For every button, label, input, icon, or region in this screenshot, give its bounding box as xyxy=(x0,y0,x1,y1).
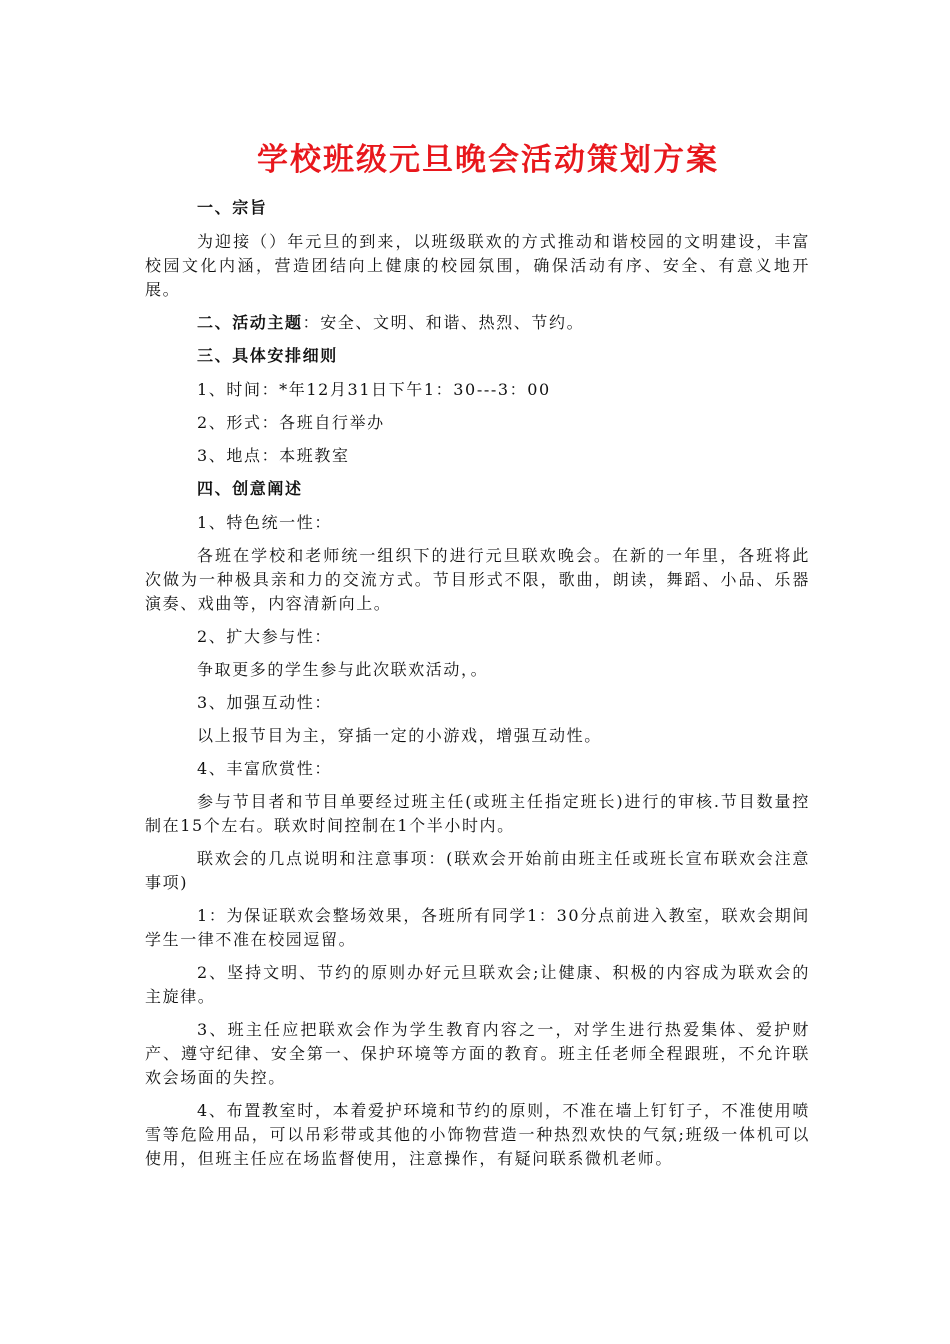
theme-label: 二、活动主题 xyxy=(197,313,303,332)
paragraph-note-1: 1：为保证联欢会整场效果，各班所有同学1：30分点前进入教室，联欢会期间学生一律不准在校园逗留。 xyxy=(145,906,810,949)
section-heading-creative: 四、创意阐述 xyxy=(197,479,303,498)
paragraph-creative-3-title: 3、加强互动性： xyxy=(197,693,332,712)
section-heading-purpose: 一、宗旨 xyxy=(197,198,268,217)
document-title: 学校班级元旦晚会活动策划方案 xyxy=(257,142,719,178)
theme-text: ：安全、文明、和谐、热烈、节约。 xyxy=(302,313,585,332)
paragraph-note-2: 2、坚持文明、节约的原则办好元旦联欢会;让健康、积极的内容成为联欢会的主旋律。 xyxy=(145,963,810,1006)
paragraph-note-4: 4、布置教室时，本着爱护环境和节约的原则，不准在墙上钉钉子，不准使用喷雪等危险用品，可以吊彩带或其他的小饰物营造一种热烈欢快的气氛;班级一体机可以使用，但班主任应在场监督使用，注意操作，有疑问联系微机老师。 xyxy=(145,1101,810,1168)
paragraph-notes-intro: 联欢会的几点说明和注意事项：(联欢会开始前由班主任或班长宣布联欢会注意事项) xyxy=(145,849,810,892)
paragraph-creative-2-body: 争取更多的学生参与此次联欢活动，。 xyxy=(197,660,489,679)
paragraph-location: 3、地点：本班教室 xyxy=(197,446,350,465)
paragraph-format: 2、形式：各班自行举办 xyxy=(197,413,385,432)
paragraph-creative-4-body: 参与节目者和节目单要经过班主任(或班主任指定班长)进行的审核.节目数量控制在15个左右。联欢时间控制在1个半小时内。 xyxy=(145,792,810,835)
paragraph-creative-1-body: 各班在学校和老师统一组织下的进行元旦联欢晚会。在新的一年里，各班将此次做为一种极具亲和力的交流方式。节目形式不限，歌曲，朗读，舞蹈、小品、乐器演奏、戏曲等，内容清新向上。 xyxy=(145,546,810,613)
paragraph-purpose: 为迎接（）年元旦的到来，以班级联欢的方式推动和谐校园的文明建设，丰富校园文化内涵，营造团结向上健康的校园氛围，确保活动有序、安全、有意义地开展。 xyxy=(145,232,810,299)
paragraph-creative-3-body: 以上报节目为主，穿插一定的小游戏，增强互动性。 xyxy=(197,726,602,745)
paragraph-time: 1、时间：*年12月31日下午1：30---3：00 xyxy=(197,380,551,399)
paragraph-note-3: 3、班主任应把联欢会作为学生教育内容之一，对学生进行热爱集体、爱护财产、遵守纪律、安全第一、保护环境等方面的教育。班主任老师全程跟班，不允许联欢会场面的失控。 xyxy=(145,1020,810,1087)
paragraph-creative-4-title: 4、丰富欣赏性： xyxy=(197,759,332,778)
paragraph-creative-1-title: 1、特色统一性： xyxy=(197,513,332,532)
paragraph-creative-2-title: 2、扩大参与性： xyxy=(197,627,332,646)
section-heading-theme xyxy=(145,311,810,335)
document-body xyxy=(145,138,810,1180)
section-heading-arrangement: 三、具体安排细则 xyxy=(197,346,338,365)
